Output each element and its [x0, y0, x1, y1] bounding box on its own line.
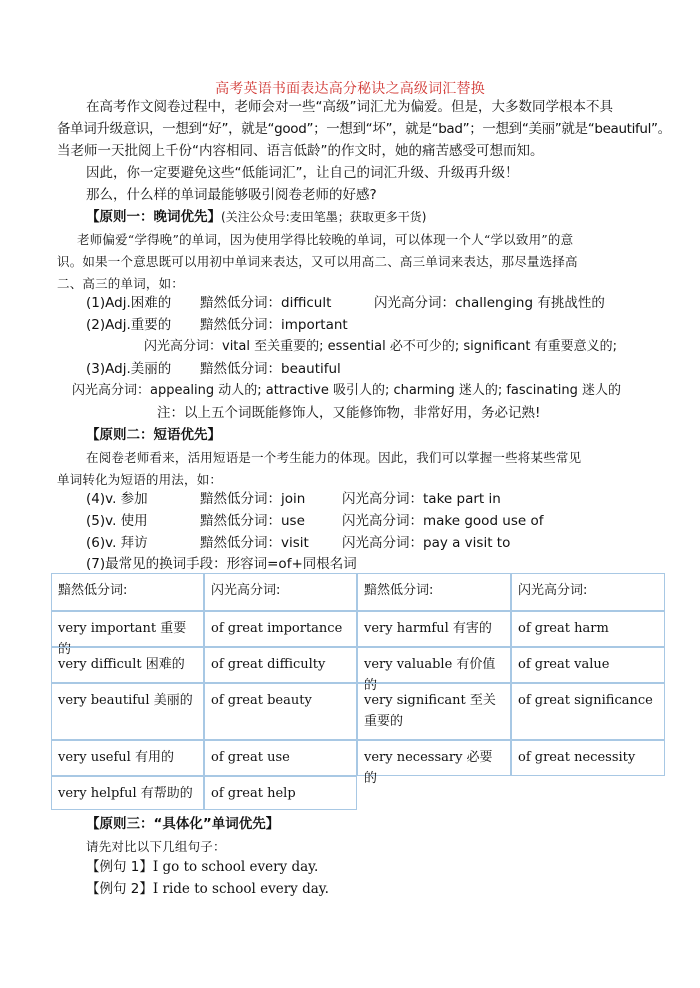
- example-1-text: I go to school every day.: [152, 859, 319, 875]
- entry-5: [86, 510, 646, 532]
- principle-1-para-line-3: 二、高三的单词，如：: [57, 276, 185, 291]
- table-cell: very significant 至关重要的: [357, 683, 511, 740]
- table-cell: very necessary 必要的: [357, 740, 511, 776]
- entry-3-number: (3)Adj.美丽的: [86, 361, 172, 377]
- entry-2: [86, 314, 646, 336]
- entry-1-number: (1)Adj.困难的: [86, 295, 172, 311]
- principle-3-para: 请先对比以下几组句子：: [86, 839, 226, 854]
- table-cell: of great use: [204, 740, 357, 776]
- principle-1-para-line-2: 识。如果一个意思既可以用初中单词来表达，又可以用高二、高三单词来表达，那尽量选择高: [57, 254, 578, 269]
- table-header-cell: 黯然低分词:: [51, 573, 204, 611]
- entry-6-number: (6)v. 拜访: [86, 535, 148, 551]
- entry-3: [86, 358, 646, 380]
- table-cell: of great necessity: [511, 740, 665, 776]
- table-cell: very difficult 困难的: [51, 647, 204, 683]
- entry-4: [86, 488, 646, 510]
- entry-1-high-word: 闪光高分词：challenging 有挑战性的: [374, 295, 605, 311]
- table-cell: very helpful 有帮助的: [51, 776, 204, 810]
- intro-line-1: 在高考作文阅卷过程中，老师会对一些“高级”词汇尤为偏爱。但是，大多数同学根本不具: [86, 99, 613, 115]
- entry-6: [86, 532, 646, 554]
- entry-6-low-word: 黯然低分词：visit: [200, 535, 309, 551]
- document-title: 高考英语书面表达高分秘诀之高级词汇替换: [215, 81, 485, 97]
- principle-1-para-line-1: 老师偏爱“学得晚”的单词，因为使用学得比较晚的单词，可以体现一个人“学以致用”的意: [77, 232, 574, 247]
- entry-2-number: (2)Adj.重要的: [86, 317, 172, 333]
- table-cell: of great beauty: [204, 683, 357, 740]
- example-2-text: I ride to school every day.: [152, 881, 329, 897]
- entry-5-low-word: 黯然低分词：use: [200, 513, 305, 529]
- entry-3-high-word: 闪光高分词：appealing 动人的; attractive 吸引人的; charming 迷人的; fascinating 迷人的: [72, 383, 621, 398]
- table-cell: of great help: [204, 776, 357, 810]
- example-2-label: 【例句 2】: [86, 881, 153, 897]
- entry-4-low-word: 黯然低分词：join: [200, 491, 306, 507]
- table-cell: of great significance: [511, 683, 665, 740]
- entry-1-low-word: 黯然低分词：difficult: [200, 295, 332, 311]
- table-cell: of great difficulty: [204, 647, 357, 683]
- table-cell: very harmful 有害的: [357, 611, 511, 647]
- table-cell: of great value: [511, 647, 665, 683]
- table-cell: very important 重要的: [51, 611, 204, 647]
- table-cell: of great importance: [204, 611, 357, 647]
- entry-6-high-word: 闪光高分词：pay a visit to: [342, 535, 511, 551]
- intro-line-3: 当老师一天批阅上千份“内容相同、语言低龄”的作文时，她的痛苦感受可想而知。: [57, 143, 544, 159]
- entry-4-number: (4)v. 参加: [86, 491, 148, 507]
- table-cell: very valuable 有价值的: [357, 647, 511, 683]
- principle-2-para-line-2: 单词转化为短语的用法，如：: [57, 472, 223, 487]
- principle-1-remark: 注：以上五个词既能修饰人，又能修饰物，非常好用，务必记熟!: [157, 405, 541, 421]
- principle-2-para-line-1: 在阅卷老师看来，活用短语是一个考生能力的体现。因此，我们可以掌握一些将某些常见: [86, 450, 582, 465]
- entry-3-low-word: 黯然低分词：beautiful: [200, 361, 341, 377]
- table-cell: very beautiful 美丽的: [51, 683, 204, 740]
- intro-line-5: 那么，什么样的单词最能够吸引阅卷老师的好感?: [86, 187, 377, 203]
- vocab-table: [51, 573, 665, 809]
- table-header-cell: 闪光高分词:: [204, 573, 357, 611]
- entry-2-low-word: 黯然低分词：important: [200, 317, 348, 333]
- principle-3-heading: 【原则三：“具体化”单词优先】: [86, 816, 280, 832]
- intro-line-4: 因此，你一定要避免这些“低能词汇”，让自己的词汇升级、升级再升级！: [86, 165, 519, 181]
- principle-1-heading: 【原则一：晚词优先】: [86, 209, 221, 225]
- table-cell: very useful 有用的: [51, 740, 204, 776]
- entry-5-number: (5)v. 使用: [86, 513, 148, 529]
- principle-2-method: (7)最常见的换词手段：形容词=of+同根名词: [86, 556, 357, 572]
- principle-1-header: [86, 206, 426, 228]
- entry-2-high-word: 闪光高分词：vital 至关重要的; essential 必不可少的; significant 有重要意义的;: [144, 339, 617, 354]
- table-cell: of great harm: [511, 611, 665, 647]
- entry-1: [86, 292, 646, 314]
- table-header-cell: 黯然低分词:: [357, 573, 511, 611]
- intro-line-2: 备单词升级意识，一想到“好”，就是“good”；一想到“坏”，就是“bad”；一想到“美丽”就是“beautiful”。: [57, 121, 671, 137]
- entry-4-high-word: 闪光高分词：take part in: [342, 491, 501, 507]
- example-1-label: 【例句 1】: [86, 859, 153, 875]
- entry-5-high-word: 闪光高分词：make good use of: [342, 513, 544, 529]
- principle-2-heading: 【原则二：短语优先】: [86, 427, 221, 443]
- table-header-cell: 闪光高分词:: [511, 573, 665, 611]
- example-1: [86, 856, 318, 878]
- example-2: [86, 878, 329, 900]
- principle-1-note: (关注公众号:麦田笔墨；获取更多干货): [221, 210, 427, 224]
